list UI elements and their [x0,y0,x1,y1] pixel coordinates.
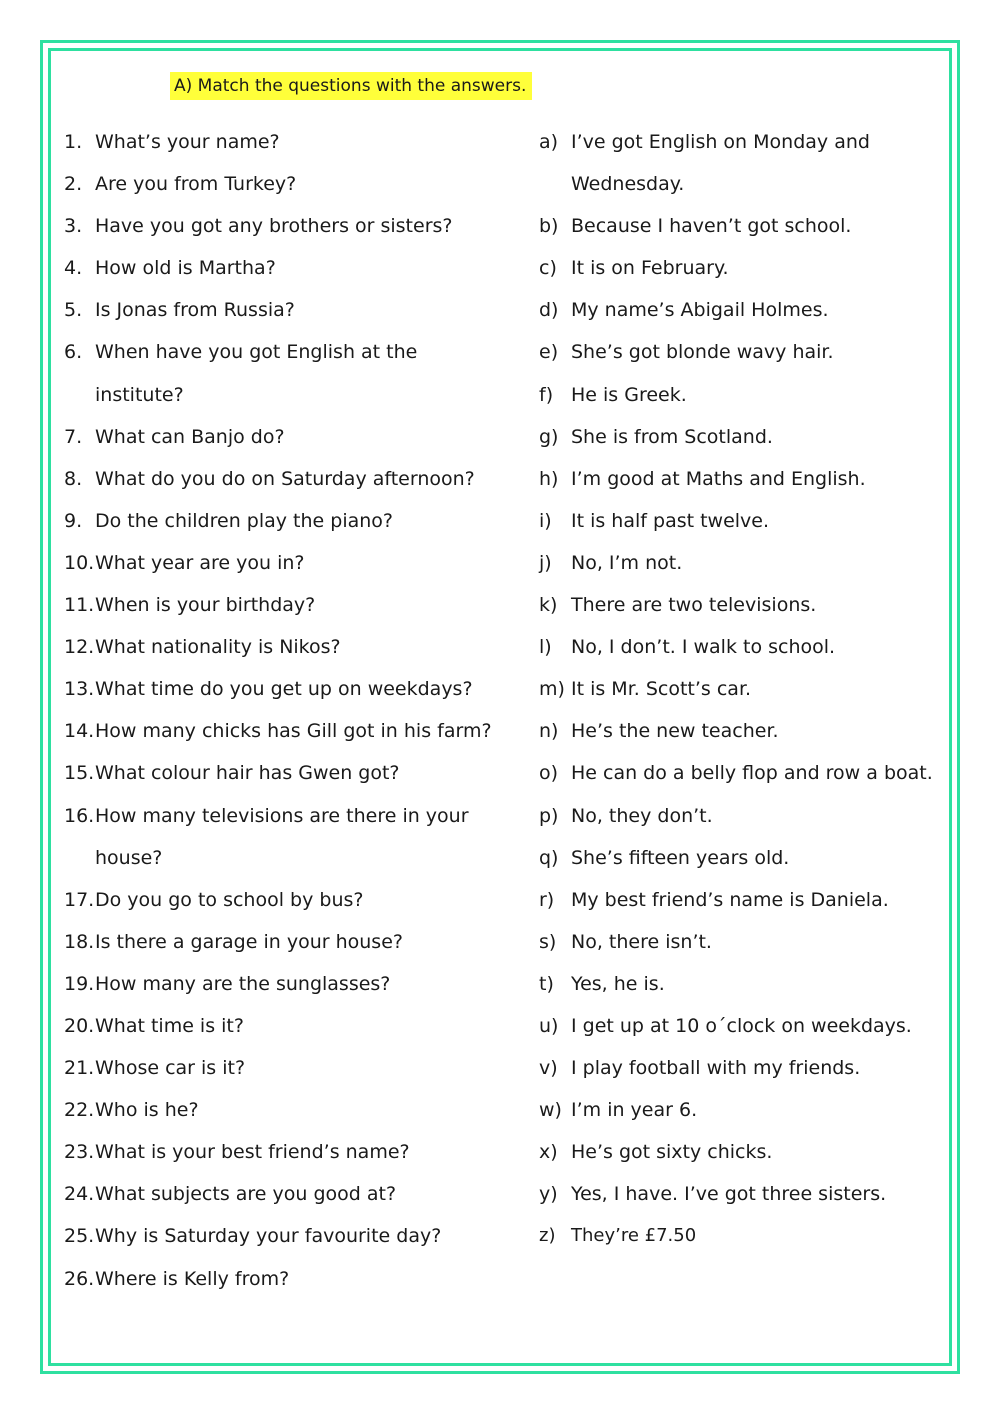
question-item [64,1131,524,1173]
question-item [64,416,524,458]
question-text: How old is Martha? [95,257,276,280]
question-text-continuation: house? [95,846,163,869]
question-number: 21. [64,1057,95,1080]
question-text: Is there a garage in your house? [95,930,403,953]
answer-text: She’s got blonde wavy hair. [571,341,834,364]
question-item [64,710,524,752]
question-item [64,500,524,542]
question-number: 17. [64,888,95,911]
answer-letter: y) [539,1183,558,1206]
question-item [64,163,524,205]
answer-letter: r) [539,888,555,911]
question-number: 23. [64,1141,95,1164]
answer-letter: i) [539,509,552,532]
question-number: 15. [64,762,95,785]
question-item [64,205,524,247]
answer-text: No, they don’t. [571,804,713,827]
question-number: 24. [64,1183,95,1206]
answer-letter: b) [539,215,559,238]
answer-letter: c) [539,257,557,280]
answer-item [539,331,959,373]
question-text: When is your birthday? [95,594,316,617]
answer-text: He is Greek. [571,383,687,406]
exercise-title: A) Match the questions with the answers. [170,72,532,100]
question-number: 5. [64,299,83,322]
question-text: What’s your name? [95,131,280,153]
question-item [64,331,524,373]
answer-letter: m) [539,678,565,701]
answer-item [539,121,959,163]
answer-text: I play football with my friends. [571,1057,861,1080]
answer-item [539,837,959,879]
question-text: Do you go to school by bus? [95,888,364,911]
question-number: 22. [64,1099,95,1122]
answer-letter: e) [539,341,559,364]
question-number: 9. [64,509,83,532]
answer-text: No, I’m not. [571,551,683,574]
question-number: 10. [64,551,95,574]
question-number: 2. [64,173,83,196]
answer-text: It is on February. [571,257,729,280]
question-number: 20. [64,1014,95,1037]
question-text-continuation: institute? [95,383,184,406]
answer-item [539,247,959,289]
answer-letter: w) [539,1099,562,1122]
question-text: What subjects are you good at? [95,1183,397,1206]
answer-item [539,542,959,584]
questions-list [64,121,524,1300]
answers-list [539,121,959,1258]
answer-item [539,668,959,710]
answer-item [539,879,959,921]
question-text: Why is Saturday your favourite day? [95,1225,442,1248]
question-text: Who is he? [95,1099,199,1122]
answer-text: No, I don’t. I walk to school. [571,636,836,659]
question-item [64,752,524,794]
question-text: Whose car is it? [95,1057,246,1080]
question-item [64,247,524,289]
answer-item [539,795,959,837]
question-number: 3. [64,215,83,238]
question-text: How many chicks has Gill got in his farm? [95,720,492,743]
answer-text: He’s got sixty chicks. [571,1141,773,1164]
question-item [64,626,524,668]
question-number: 14. [64,720,95,743]
answer-item [539,1047,959,1089]
question-text: How many televisions are there in your [95,804,469,827]
answer-item [539,1089,959,1131]
answer-item [539,1215,959,1257]
answer-text: He can do a belly flop and row a boat. [571,762,933,785]
answer-text-continuation: Wednesday. [571,173,685,196]
answer-item [539,1131,959,1173]
question-item [64,121,524,163]
answer-item [539,289,959,331]
question-number: 13. [64,678,95,701]
answer-text: She is from Scotland. [571,425,773,448]
answer-item [539,416,959,458]
question-text: What do you do on Saturday afternoon? [95,467,475,490]
question-number: 11. [64,594,95,617]
answer-letter: o) [539,762,559,785]
question-number: 26. [64,1267,95,1290]
answer-text: It is Mr. Scott’s car. [571,678,752,701]
question-item [64,963,524,1005]
answer-letter: l) [539,636,552,659]
answer-item [539,626,959,668]
question-text: Where is Kelly from? [95,1267,290,1290]
question-number: 19. [64,972,95,995]
question-item [64,542,524,584]
answer-letter: a) [539,131,559,153]
question-text: Are you from Turkey? [95,173,297,196]
answer-letter: h) [539,467,559,490]
question-number: 25. [64,1225,95,1248]
answer-text: He’s the new teacher. [571,720,779,743]
answer-text: No, there isn’t. [571,930,712,953]
answer-letter: v) [539,1057,558,1080]
question-text: What time is it? [95,1014,244,1037]
question-text: What is your best friend’s name? [95,1141,410,1164]
question-text: How many are the sunglasses? [95,972,391,995]
answer-letter: n) [539,720,559,743]
question-text: Do the children play the piano? [95,509,394,532]
question-item [64,1089,524,1131]
answer-letter: d) [539,299,559,322]
answer-letter: s) [539,930,557,953]
question-item [64,1047,524,1089]
answer-item [539,1005,959,1047]
answer-item [539,963,959,1005]
answer-letter: f) [539,383,554,406]
answer-text: My best friend’s name is Daniela. [571,888,889,911]
answer-letter: q) [539,846,559,869]
question-item-continuation [64,374,524,416]
answer-text: It is half past twelve. [571,509,770,532]
answer-item [539,584,959,626]
answer-letter: u) [539,1014,559,1037]
answer-item [539,205,959,247]
question-item [64,1005,524,1047]
answer-item-continuation [539,163,959,205]
answer-letter: p) [539,804,559,827]
answer-item [539,458,959,500]
answer-letter: z) [539,1225,556,1247]
answer-text: I’m in year 6. [571,1099,698,1122]
answer-letter: j) [539,551,552,574]
question-number: 1. [64,131,83,153]
question-item [64,879,524,921]
question-text: Is Jonas from Russia? [95,299,295,322]
question-item [64,1215,524,1257]
answer-item [539,752,959,794]
answer-letter: k) [539,594,558,617]
answer-text: My name’s Abigail Holmes. [571,299,829,322]
answer-text: I’m good at Maths and English. [571,467,866,490]
answer-text: Yes, I have. I’ve got three sisters. [571,1183,887,1206]
question-text: What time do you get up on weekdays? [95,678,473,701]
answer-text: Yes, he is. [571,972,665,995]
question-item [64,668,524,710]
question-text: Have you got any brothers or sisters? [95,215,453,238]
question-item [64,921,524,963]
question-number: 16. [64,804,95,827]
question-item [64,289,524,331]
answer-text: Because I haven’t got school. [571,215,852,238]
question-item [64,458,524,500]
question-number: 7. [64,425,83,448]
answer-item [539,500,959,542]
answer-item [539,921,959,963]
answer-item [539,1173,959,1215]
question-item-continuation [64,837,524,879]
answer-text: She’s fifteen years old. [571,846,790,869]
answer-letter: g) [539,425,559,448]
question-number: 12. [64,636,95,659]
question-item [64,1173,524,1215]
question-number: 8. [64,467,83,490]
question-number: 6. [64,341,83,364]
answer-letter: t) [539,972,554,995]
question-item [64,795,524,837]
question-text: When have you got English at the [95,341,418,364]
question-text: What can Banjo do? [95,425,285,448]
question-text: What nationality is Nikos? [95,636,341,659]
question-number: 18. [64,930,95,953]
question-item [64,1258,524,1300]
answer-item [539,710,959,752]
question-number: 4. [64,257,83,280]
answer-item [539,374,959,416]
answer-text: There are two televisions. [571,594,817,617]
answer-letter: x) [539,1141,558,1164]
answer-text: They’re £7.50 [571,1225,697,1247]
question-text: What colour hair has Gwen got? [95,762,400,785]
question-item [64,584,524,626]
answer-text: I’ve got English on Monday and [571,131,870,153]
question-text: What year are you in? [95,551,305,574]
answer-text: I get up at 10 o´clock on weekdays. [571,1014,912,1037]
